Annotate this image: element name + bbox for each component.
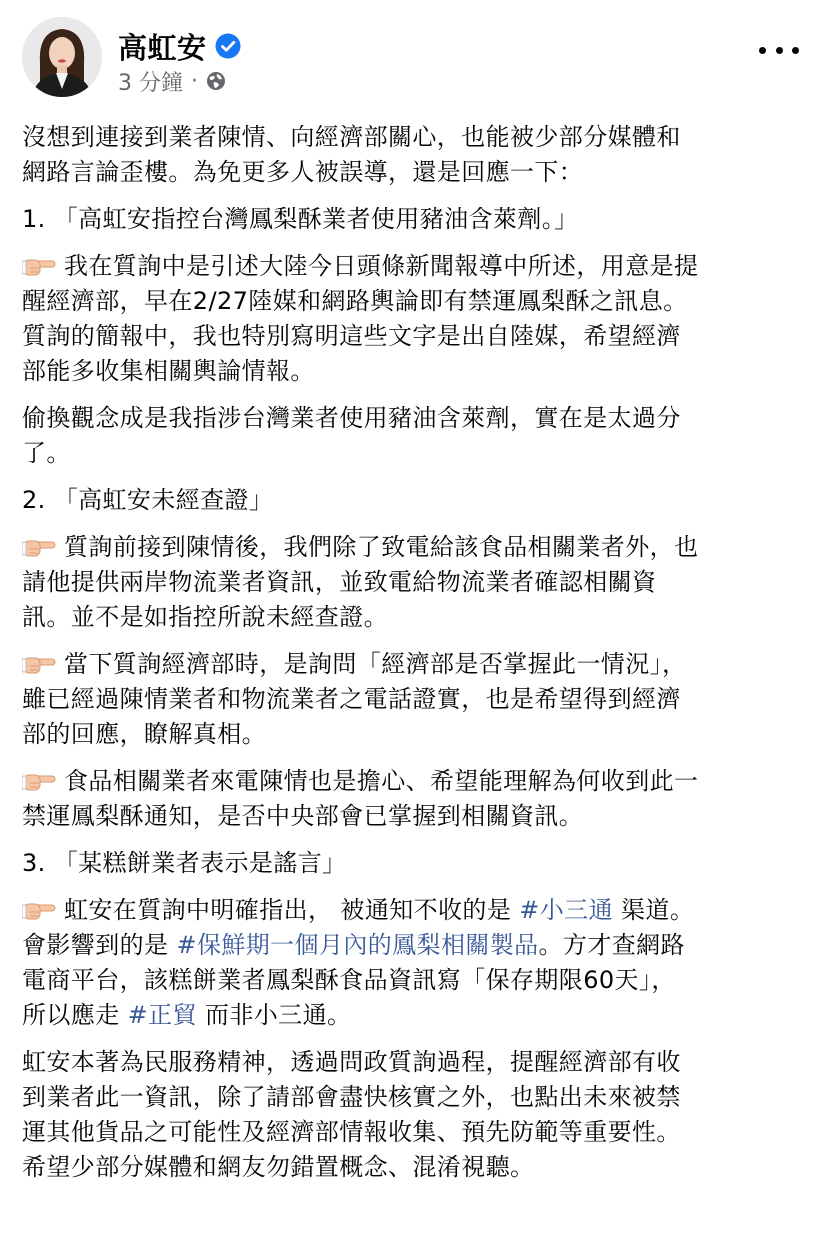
paragraph-text: 渠道。 會影響到的是 [22,896,695,959]
hashtag-link[interactable]: #保鮮期一個月內的鳳梨相關製品 [176,931,539,959]
more-options-icon[interactable] [759,40,799,60]
paragraph-text: 當下質詢經濟部時，是詢問「經濟部是否掌握此一情況」， 雖已經過陳情業者和物流業者之電話證實，也是希望得到經濟 部的回應，瞭解真相。 [22,650,687,748]
hashtag-link[interactable]: #正貿 [127,1001,197,1029]
verified-badge-icon [215,33,241,59]
paragraph-text: 而非小三通。 [196,1001,352,1029]
post-meta [118,66,226,96]
hand-pointing-right-icon [22,536,56,558]
paragraph-point-2-title: 2. 「高虹安未經查證」 [22,486,274,514]
meta-separator: · [191,68,198,94]
author-name[interactable]: 高虹安 [118,30,207,65]
paragraph-text: 質詢前接到陳情後，我們除了致電給該食品相關業者外，也 請他提供兩岸物流業者資訊，並致電給物流業者確認相關資 訊。並不是如指控所說未經查證。 [22,533,699,631]
paragraph-point-3-detail [22,893,807,1033]
hand-pointing-right-icon [22,770,56,792]
avatar[interactable] [22,17,102,97]
paragraph-text: 。方才查網路 電商平台，該糕餅業者鳳梨酥食品資訊寫「保存期限60天」， 所以應走 [22,931,685,1029]
post-header [0,0,821,110]
post-body [22,120,807,1197]
hashtag-link[interactable]: #小三通 [519,896,613,924]
paragraph-text: 我在質詢中是引述大陸今日頭條新聞報導中所述，用意是提 醒經濟部，早在2/27陸媒和網路輿論即有禁運鳳梨酥之訊息。 質詢的簡報中，我也特別寫明這些文字是出自陸媒，希望經濟 部能多收集相關輿論情報。 [22,252,699,385]
paragraph-point-2-detail-c [22,764,807,834]
hand-pointing-right-icon [22,899,56,921]
paragraph-point-2-detail-a [22,530,807,635]
paragraph-point-3-title: 3. 「某糕餅業者表示是謠言」 [22,849,347,877]
post-timestamp[interactable]: 3 分鐘 [118,70,183,96]
paragraph-point-1-note: 偷換觀念成是我指涉台灣業者使用豬油含萊劑，實在是太過分 了。 [22,404,681,467]
paragraph-point-1-detail [22,249,807,389]
paragraph-point-2-detail-b [22,647,807,752]
paragraph-point-1-title: 1. 「高虹安指控台灣鳳梨酥業者使用豬油含萊劑。」 [22,205,579,233]
paragraph-text: 食品相關業者來電陳情也是擔心、希望能理解為何收到此一 禁運鳳梨酥通知，是否中央部會已掌握到相關資訊。 [22,767,699,830]
globe-icon[interactable] [206,71,226,91]
hand-pointing-right-icon [22,653,56,675]
paragraph-text: 虹安在質詢中明確指出， 被通知不收的是 [64,896,520,924]
author-row [118,26,241,66]
paragraph-intro: 沒想到連接到業者陳情、向經濟部關心，也能被少部分媒體和 網路言論歪樓。為免更多人被誤導，還是回應一下： [22,123,681,186]
paragraph-conclusion: 虹安本著為民服務精神，透過問政質詢過程，提醒經濟部有收 到業者此一資訊，除了請部會盡快核實之外，也點出未來被禁 運其他貨品之可能性及經濟部情報收集、預先防範等重要性。 希望少部分媒體和網友勿錯置概念、混淆視聽。 [22,1048,681,1181]
hand-pointing-right-icon [22,255,56,277]
